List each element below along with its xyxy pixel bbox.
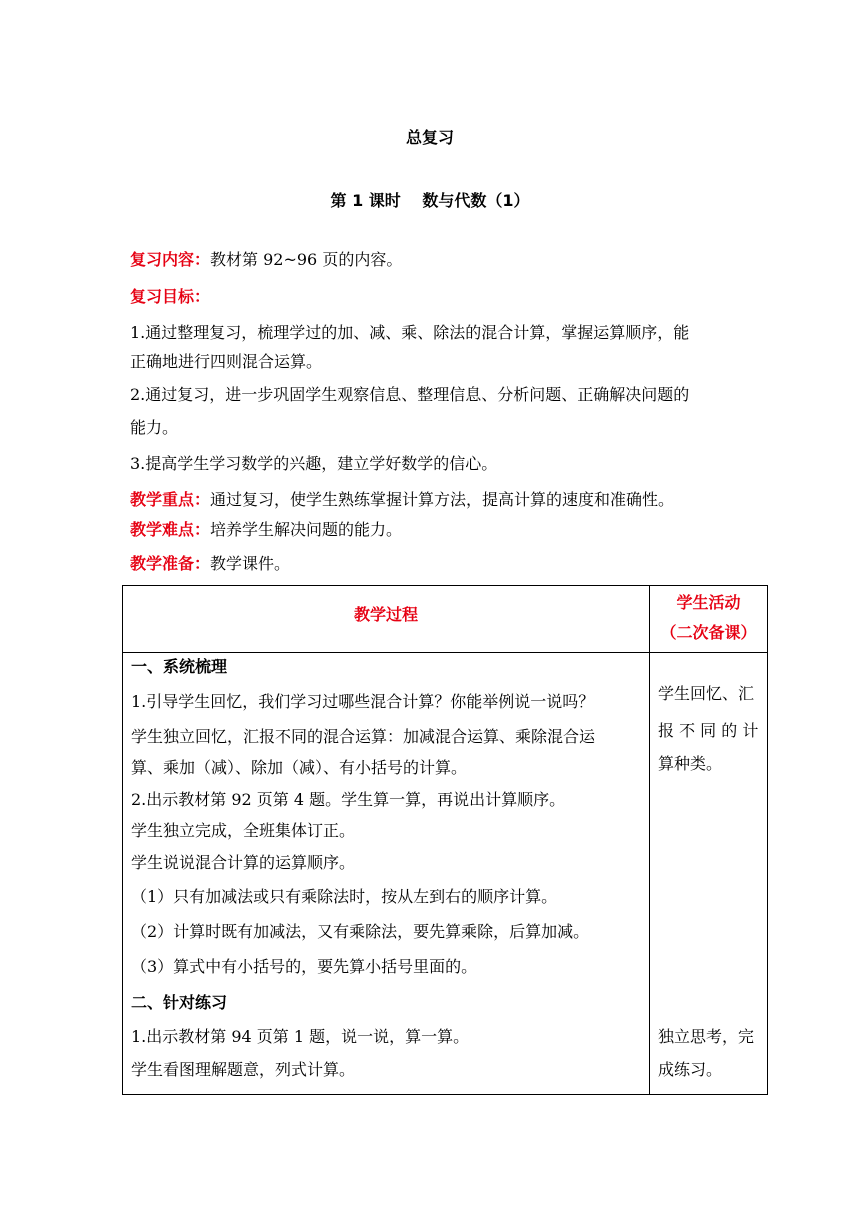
section-heading: 二、针对练习 (131, 993, 228, 1012)
key-point-label: 教学重点： (130, 490, 211, 509)
review-content (130, 250, 402, 270)
review-content-text: 教材第 92~96 页的内容。 (210, 250, 403, 269)
difficulty-text: 培养学生解决问题的能力。 (210, 520, 403, 539)
review-content-label: 复习内容： (130, 250, 211, 269)
process-line: 1.出示教材第 94 页第 1 题，说一说，算一算。 (131, 1027, 470, 1046)
goal-line: 2.通过复习，进一步巩固学生观察信息、整理信息、分析问题、正确解决问题的 (130, 385, 690, 404)
process-line: 学生说说混合计算的运算顺序。 (131, 853, 356, 872)
process-line: 1.引导学生回忆，我们学习过哪些混合计算？你能举例说一说吗？ (131, 692, 595, 711)
key-point-text: 通过复习，使学生熟练掌握计算方法，提高计算的速度和准确性。 (210, 490, 675, 509)
process-line: （3）算式中有小括号的，要先算小括号里面的。 (131, 957, 478, 976)
process-line: 2.出示教材第 92 页第 4 题。学生算一算，再说出计算顺序。 (131, 790, 566, 809)
process-line: （2）计算时既有加减法，又有乘除法，要先算乘除，后算加减。 (131, 922, 590, 941)
header-teaching-process: 教学过程 (353, 605, 418, 624)
lesson-subtitle: 第 1 课时 数与代数（1） (330, 191, 530, 210)
review-goals-label: 复习目标： (130, 287, 211, 306)
table-divider-horizontal (123, 652, 767, 653)
process-line: 算、乘加（减）、除加（减）、有小括号的计算。 (131, 758, 468, 777)
preparation-label: 教学准备： (130, 554, 211, 573)
process-line: 学生看图理解题意，列式计算。 (131, 1060, 356, 1079)
goal-line: 1.通过整理复习，梳理学过的加、减、乘、除法的混合计算，掌握运算顺序，能 (130, 323, 690, 342)
difficulty (130, 520, 402, 540)
process-line: 学生独立完成，全班集体订正。 (131, 821, 356, 840)
header-student-activity (650, 588, 767, 648)
page-title: 总复习 (405, 128, 454, 147)
section-heading: 一、系统梳理 (131, 657, 228, 676)
review-goals-heading (130, 287, 210, 307)
process-line: 学生独立回忆，汇报不同的混合运算：加减混合运算、乘除混合运 (131, 727, 596, 746)
goal-line: 正确地进行四则混合运算。 (130, 352, 323, 371)
header-student-activity-line2: （二次备课） (660, 623, 757, 642)
goal-line: 能力。 (130, 418, 179, 437)
activity-line: 独立思考，完 (658, 1027, 755, 1046)
process-line: （1）只有加减法或只有乘除法时，按从左到右的顺序计算。 (131, 887, 558, 906)
difficulty-label: 教学难点： (130, 520, 211, 539)
header-student-activity-line1: 学生活动 (676, 593, 741, 612)
teaching-process-table (122, 585, 768, 1095)
preparation-text: 教学课件。 (210, 554, 291, 573)
preparation (130, 554, 290, 574)
activity-line: 报 不 同 的 计 (658, 721, 759, 740)
activity-line: 学生回忆、汇 (658, 684, 755, 703)
key-point (130, 490, 674, 510)
activity-line: 算种类。 (658, 754, 723, 773)
goal-line: 3.提高学生学习数学的兴趣，建立学好数学的信心。 (130, 454, 498, 473)
table-divider-vertical (649, 586, 650, 1094)
activity-line: 成练习。 (658, 1060, 723, 1079)
